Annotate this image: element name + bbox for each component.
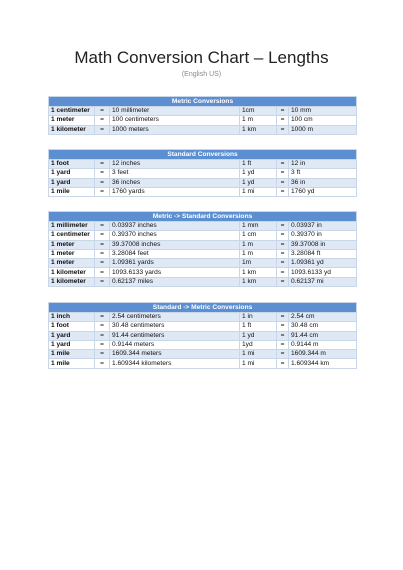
- equals-cell: =: [277, 125, 289, 134]
- unit-cell: 1 yard: [49, 331, 95, 340]
- table-row: [49, 259, 357, 268]
- unit-cell: 1 meter: [49, 116, 95, 125]
- abbr-equivalent-cell: 0.62137 mi: [289, 277, 357, 286]
- metric-to-standard-table: [48, 211, 357, 287]
- abbr-unit-cell: 1 ft: [240, 160, 277, 169]
- equivalent-cell: 1609.344 meters: [110, 350, 240, 359]
- equals-cell: =: [277, 107, 289, 116]
- equals-cell: =: [95, 107, 110, 116]
- equivalent-cell: 1093.6133 yards: [110, 268, 240, 277]
- unit-cell: 1 mile: [49, 187, 95, 196]
- abbr-equivalent-cell: 39.37008 in: [289, 240, 357, 249]
- equivalent-cell: 0.9144 meters: [110, 340, 240, 349]
- abbr-unit-cell: 1 ft: [240, 322, 277, 331]
- table-row: [49, 116, 357, 125]
- equals-cell: =: [277, 277, 289, 286]
- abbr-equivalent-cell: 100 cm: [289, 116, 357, 125]
- abbr-equivalent-cell: 1000 m: [289, 125, 357, 134]
- abbr-equivalent-cell: 30.48 cm: [289, 322, 357, 331]
- abbr-unit-cell: 1 mi: [240, 359, 277, 368]
- table-row: [49, 240, 357, 249]
- equals-cell: =: [277, 160, 289, 169]
- table-row: [49, 340, 357, 349]
- equals-cell: =: [277, 116, 289, 125]
- abbr-equivalent-cell: 10 mm: [289, 107, 357, 116]
- standard-conversions-table: [48, 149, 357, 197]
- abbr-unit-cell: 1 yd: [240, 178, 277, 187]
- equivalent-cell: 1000 meters: [110, 125, 240, 134]
- table-row: [49, 331, 357, 340]
- equals-cell: =: [95, 125, 110, 134]
- table-row: [49, 313, 357, 322]
- equivalent-cell: 36 inches: [110, 178, 240, 187]
- abbr-unit-cell: 1m: [240, 259, 277, 268]
- equivalent-cell: 30.48 centimeters: [110, 322, 240, 331]
- abbr-unit-cell: 1 km: [240, 125, 277, 134]
- abbr-unit-cell: 1 yd: [240, 331, 277, 340]
- unit-cell: 1 yard: [49, 169, 95, 178]
- unit-cell: 1 mile: [49, 350, 95, 359]
- equals-cell: =: [95, 187, 110, 196]
- abbr-equivalent-cell: 12 in: [289, 160, 357, 169]
- equivalent-cell: 10 millimeter: [110, 107, 240, 116]
- equals-cell: =: [277, 322, 289, 331]
- table-row: [49, 249, 357, 258]
- table-header: Metric Conversions: [49, 97, 357, 107]
- equals-cell: =: [277, 268, 289, 277]
- equals-cell: =: [95, 313, 110, 322]
- equals-cell: =: [277, 340, 289, 349]
- table-row: [49, 160, 357, 169]
- unit-cell: 1 kilometer: [49, 277, 95, 286]
- table-row: [49, 169, 357, 178]
- equals-cell: =: [277, 222, 289, 231]
- abbr-equivalent-cell: 1760 yd: [289, 187, 357, 196]
- equals-cell: =: [95, 331, 110, 340]
- equivalent-cell: 39.37008 inches: [110, 240, 240, 249]
- unit-cell: 1 centimeter: [49, 107, 95, 116]
- unit-cell: 1 meter: [49, 240, 95, 249]
- abbr-unit-cell: 1yd: [240, 340, 277, 349]
- unit-cell: 1 kilometer: [49, 125, 95, 134]
- table-row: [49, 107, 357, 116]
- equals-cell: =: [95, 340, 110, 349]
- equals-cell: =: [95, 222, 110, 231]
- equals-cell: =: [95, 240, 110, 249]
- equals-cell: =: [95, 268, 110, 277]
- table-row: [49, 178, 357, 187]
- page-title: Math Conversion Chart – Lengths: [74, 48, 329, 67]
- abbr-equivalent-cell: 1093.6133 yd: [289, 268, 357, 277]
- equals-cell: =: [95, 231, 110, 240]
- abbr-unit-cell: 1 m: [240, 240, 277, 249]
- table-row: [49, 231, 357, 240]
- abbr-equivalent-cell: 3.28084 ft: [289, 249, 357, 258]
- table-row: [49, 359, 357, 368]
- equals-cell: =: [277, 350, 289, 359]
- equals-cell: =: [277, 240, 289, 249]
- equals-cell: =: [95, 178, 110, 187]
- table-row: [49, 322, 357, 331]
- table-row: [49, 187, 357, 196]
- abbr-unit-cell: 1 yd: [240, 169, 277, 178]
- abbr-equivalent-cell: 1.609344 km: [289, 359, 357, 368]
- equals-cell: =: [277, 178, 289, 187]
- table-header: Metric -> Standard Conversions: [49, 212, 357, 222]
- abbr-equivalent-cell: 0.9144 m: [289, 340, 357, 349]
- equivalent-cell: 1760 yards: [110, 187, 240, 196]
- equivalent-cell: 1.09361 yards: [110, 259, 240, 268]
- abbr-equivalent-cell: 2.54 cm: [289, 313, 357, 322]
- table-row: [49, 350, 357, 359]
- abbr-unit-cell: 1 mi: [240, 350, 277, 359]
- abbr-equivalent-cell: 36 in: [289, 178, 357, 187]
- unit-cell: 1 meter: [49, 259, 95, 268]
- abbr-equivalent-cell: 0.39370 in: [289, 231, 357, 240]
- abbr-unit-cell: 1 m: [240, 116, 277, 125]
- unit-cell: 1 meter: [49, 249, 95, 258]
- equivalent-cell: 3.28084 feet: [110, 249, 240, 258]
- abbr-equivalent-cell: 91.44 cm: [289, 331, 357, 340]
- standard-to-metric-table: [48, 302, 357, 369]
- unit-cell: 1 yard: [49, 340, 95, 349]
- abbr-unit-cell: 1 in: [240, 313, 277, 322]
- unit-cell: 1 mile: [49, 359, 95, 368]
- equals-cell: =: [277, 169, 289, 178]
- metric-conversions-table: [48, 96, 357, 135]
- table-header: Standard -> Metric Conversions: [49, 303, 357, 313]
- abbr-unit-cell: 1cm: [240, 107, 277, 116]
- equivalent-cell: 0.62137 miles: [110, 277, 240, 286]
- abbr-unit-cell: 1 cm: [240, 231, 277, 240]
- equals-cell: =: [95, 249, 110, 258]
- equals-cell: =: [277, 249, 289, 258]
- equals-cell: =: [277, 331, 289, 340]
- unit-cell: 1 kilometer: [49, 268, 95, 277]
- abbr-equivalent-cell: 0.03937 in: [289, 222, 357, 231]
- unit-cell: 1 centimeter: [49, 231, 95, 240]
- unit-cell: 1 yard: [49, 178, 95, 187]
- equals-cell: =: [95, 277, 110, 286]
- equals-cell: =: [95, 322, 110, 331]
- equivalent-cell: 3 feet: [110, 169, 240, 178]
- equals-cell: =: [277, 231, 289, 240]
- abbr-unit-cell: 1 mm: [240, 222, 277, 231]
- abbr-unit-cell: 1 mi: [240, 187, 277, 196]
- equals-cell: =: [95, 116, 110, 125]
- unit-cell: 1 inch: [49, 313, 95, 322]
- equivalent-cell: 12 inches: [110, 160, 240, 169]
- equivalent-cell: 100 centimeters: [110, 116, 240, 125]
- equals-cell: =: [95, 350, 110, 359]
- equals-cell: =: [95, 259, 110, 268]
- equivalent-cell: 0.39370 inches: [110, 231, 240, 240]
- abbr-unit-cell: 1 km: [240, 277, 277, 286]
- unit-cell: 1 foot: [49, 160, 95, 169]
- equals-cell: =: [277, 313, 289, 322]
- equals-cell: =: [95, 359, 110, 368]
- abbr-unit-cell: 1 km: [240, 268, 277, 277]
- equivalent-cell: 0.03937 inches: [110, 222, 240, 231]
- table-row: [49, 268, 357, 277]
- table-row: [49, 277, 357, 286]
- equals-cell: =: [277, 259, 289, 268]
- equals-cell: =: [277, 187, 289, 196]
- table-row: [49, 125, 357, 134]
- unit-cell: 1 foot: [49, 322, 95, 331]
- table-header: Standard Conversions: [49, 150, 357, 160]
- equivalent-cell: 1.609344 kilometers: [110, 359, 240, 368]
- equivalent-cell: 2.54 centimeters: [110, 313, 240, 322]
- table-row: [49, 222, 357, 231]
- abbr-equivalent-cell: 3 ft: [289, 169, 357, 178]
- equivalent-cell: 91.44 centimeters: [110, 331, 240, 340]
- equals-cell: =: [277, 359, 289, 368]
- abbr-unit-cell: 1 m: [240, 249, 277, 258]
- unit-cell: 1 millimeter: [49, 222, 95, 231]
- equals-cell: =: [95, 169, 110, 178]
- abbr-equivalent-cell: 1.09361 yd: [289, 259, 357, 268]
- page-subtitle: (English US): [181, 71, 222, 78]
- equals-cell: =: [95, 160, 110, 169]
- abbr-equivalent-cell: 1609.344 m: [289, 350, 357, 359]
